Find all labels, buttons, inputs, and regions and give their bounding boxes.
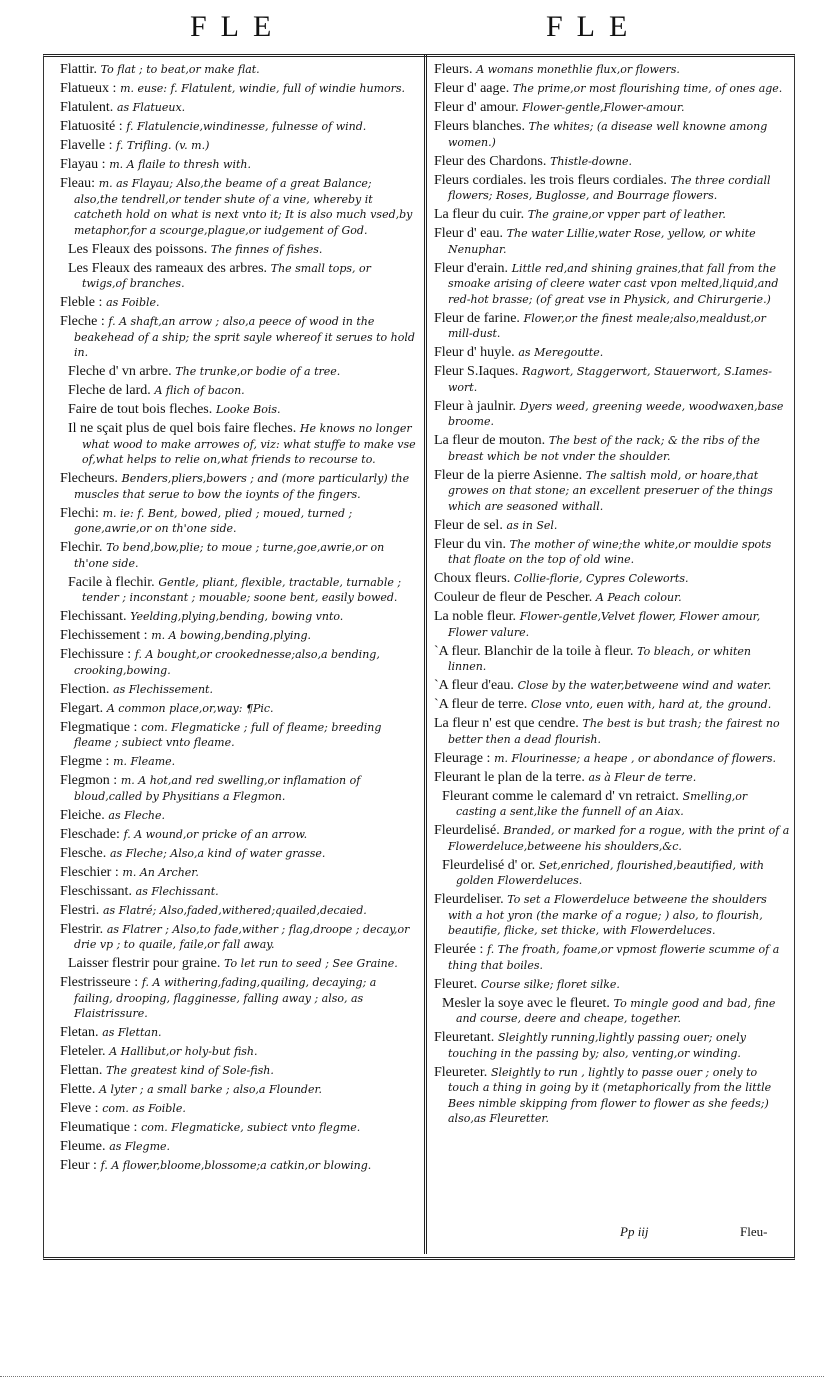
entry-headword: Fleur du vin.	[434, 536, 506, 552]
entry-definition: m. ie: f. Bent, bowed, plied ; moued, turned ; gone,awrie,or on th'one side.	[74, 506, 353, 535]
entry-headword: Mesler la soye avec le fleuret.	[442, 995, 610, 1011]
entry-headword: Flatueux :	[60, 81, 117, 96]
dictionary-entry	[434, 716, 790, 747]
dictionary-entry	[60, 314, 416, 361]
dictionary-entry	[434, 892, 790, 939]
dictionary-entry	[60, 100, 416, 116]
dictionary-entry	[60, 922, 416, 953]
entry-definition: as Flechissement.	[113, 682, 213, 696]
entry-definition: The water Lillie,water Rose, yellow, or white Nenuphar.	[448, 227, 756, 256]
dictionary-entry	[434, 1065, 790, 1127]
dictionary-entry	[434, 942, 790, 973]
dictionary-entry	[60, 364, 416, 380]
entry-definition: as Fleche.	[108, 808, 166, 822]
entry-headword: Laisser flestrir pour graine.	[68, 956, 221, 971]
entry-definition: Sleightly to run , lightly to passe ouer ; onely to touch a thing in going by it (metaphorically from the little Bees nimble skipping from flower to flower as she feeds;) also,as Fleuretter.	[448, 1065, 772, 1125]
dictionary-entry	[60, 1044, 416, 1060]
entry-definition: The graine,or vpper part of leather.	[527, 208, 726, 221]
entry-definition: Little red,and shining graines,that fall from the smoake arising of cleere water cast vpon melted,liquid,and red-hot brasse; (of great vse in Physick, and Chirurgerie.)	[448, 261, 779, 306]
entry-definition: The best of the rack; & the ribs of the breast which be not vnder the shoulder.	[448, 434, 760, 463]
entry-headword: Fleche de lard.	[68, 383, 151, 398]
dictionary-entry	[60, 575, 416, 606]
entry-headword: Flestrir.	[60, 921, 104, 937]
dictionary-entry	[60, 242, 416, 258]
entry-headword: Fleur de farine.	[434, 310, 520, 326]
dictionary-entry	[60, 506, 416, 537]
entry-definition: as Flatueux.	[116, 101, 186, 114]
entry-headword: Flavelle :	[60, 138, 113, 153]
dictionary-entry	[60, 808, 416, 824]
dictionary-entry	[60, 1120, 416, 1136]
dictionary-entry	[434, 100, 790, 116]
right-column	[434, 62, 790, 1130]
entry-headword: Fleur de sel.	[434, 517, 503, 533]
entry-definition: m. A hot,and red swelling,or inflamation of bloud,called by Physitians a Flegmon.	[74, 774, 361, 803]
dictionary-entry	[60, 865, 416, 881]
entry-headword: Fleuretant.	[434, 1030, 495, 1045]
entry-definition: f. A shaft,an arrow ; also,a peece of wood in the beakehead of a ship; the sprit sayle whereof it serues to hold in.	[74, 315, 415, 359]
entry-definition: as Meregoutte.	[518, 346, 604, 359]
dictionary-entry	[434, 697, 790, 713]
entry-definition: A Hallibut,or holy-but fish.	[109, 1045, 258, 1058]
entry-headword: Fleuret.	[434, 976, 478, 992]
entry-headword: Flatulent.	[60, 100, 114, 115]
entry-definition: Smelling,or casting a sent,like the funnell of an Aiax.	[456, 789, 748, 818]
entry-headword: Fletan.	[60, 1025, 99, 1040]
dictionary-entry	[434, 996, 790, 1027]
dictionary-entry	[434, 977, 790, 993]
dictionary-entry	[60, 383, 416, 399]
dictionary-entry	[434, 468, 790, 515]
dictionary-entry	[60, 1158, 416, 1174]
entry-definition: as Flatrer ; Also,to fade,wither ; flag,droope ; decay,or drie vp ; to quaile, faile,or fall away.	[74, 922, 410, 951]
entry-headword: Fleiche.	[60, 807, 105, 823]
left-column	[60, 62, 416, 1177]
entry-definition: Dyers weed, greening weede, woodwaxen,base broome.	[448, 399, 784, 428]
dictionary-entry	[60, 471, 416, 502]
dictionary-entry	[60, 1101, 416, 1117]
dictionary-entry	[60, 846, 416, 862]
entry-headword: La noble fleur.	[434, 609, 517, 624]
dictionary-entry	[60, 975, 416, 1022]
entry-definition: Benders,pliers,bowers ; and (more particularly) the muscles that serue to bow the ioynts of the fingers.	[74, 472, 410, 501]
dictionary-entry	[434, 399, 790, 430]
entry-definition: A Peach colour.	[595, 591, 682, 604]
entry-headword: Fleche :	[60, 314, 105, 329]
dictionary-entry	[434, 823, 790, 854]
entry-headword: Flestri.	[60, 902, 100, 918]
entry-headword: Fleur S.Iaques.	[434, 364, 519, 379]
entry-definition: f. Flatulencie,windinesse, fulnesse of wind.	[126, 120, 367, 133]
entry-headword: Fleve :	[60, 1101, 99, 1116]
entry-headword: Les Fleaux des poissons.	[68, 241, 208, 257]
entry-definition: A womans monethlie flux,or flowers.	[476, 63, 680, 76]
entry-headword: `A fleur d'eau.	[434, 678, 514, 693]
entry-headword: Fleume.	[60, 1139, 106, 1154]
entry-headword: Flesche.	[60, 845, 107, 861]
entry-definition: f. A bought,or crookednesse;also,a bending, crooking,bowing.	[74, 648, 380, 677]
dictionary-entry	[434, 364, 790, 395]
entry-definition: com. as Foible.	[102, 1102, 186, 1115]
entry-definition: as in Sel.	[506, 518, 558, 532]
entry-definition: m. A bowing,bending,plying.	[151, 629, 312, 642]
dictionary-entry	[60, 956, 416, 972]
dictionary-entry	[434, 751, 790, 767]
entry-definition: To flat ; to beat,or make flat.	[100, 63, 260, 76]
signature-mark: Pp iij	[620, 1224, 649, 1239]
dictionary-entry	[60, 720, 416, 751]
entry-definition: f. A flower,bloome,blossome;a catkin,or blowing.	[100, 1159, 372, 1172]
dictionary-entry	[60, 138, 416, 154]
dictionary-entry	[434, 81, 790, 97]
entry-definition: Yeelding,plying,bending, bowing vnto.	[130, 610, 344, 623]
entry-headword: Flegart.	[60, 700, 104, 716]
entry-definition: The greatest kind of Sole-fish.	[106, 1064, 274, 1077]
entry-definition: f. The froath, foame,or vpmost flowerie scumme of a thing that boiles.	[448, 943, 780, 972]
entry-headword: Faire de tout bois fleches.	[68, 402, 213, 417]
entry-headword: Fleur d' huyle.	[434, 345, 515, 360]
entry-definition: as Foible.	[106, 296, 160, 309]
dictionary-entry	[60, 1063, 416, 1079]
dictionary-entry	[434, 261, 790, 308]
entry-definition: com. Flegmaticke, subiect vnto flegme.	[141, 1121, 361, 1134]
entry-definition: Gentle, pliant, flexible, tractable, turnable ; tender ; inconstant ; mouable; soone bent, easily bowed.	[82, 575, 402, 604]
entry-definition: m. as Flayau; Also,the beame of a great Balance; also,the tendrell,or tender shute of a vine, whereby it catcheth hold on what is next vnto it; It is also much vsed,by metaphor,for a scourge,plague,or iudgement of God.	[74, 177, 413, 237]
entry-definition: as Flettan.	[102, 1026, 162, 1039]
dictionary-entry	[60, 81, 416, 97]
dictionary-entry	[60, 1139, 416, 1155]
dictionary-entry	[60, 773, 416, 804]
dictionary-entry	[60, 609, 416, 625]
entry-definition: Thistle-downe.	[550, 154, 632, 168]
entry-headword: Flattir.	[60, 62, 97, 77]
entry-definition: as à Fleur de terre.	[588, 770, 697, 784]
entry-definition: as Flegme.	[109, 1140, 171, 1153]
dictionary-entry	[60, 903, 416, 919]
entry-definition: A common place,or,way: ¶Pic.	[106, 701, 274, 715]
entry-headword: `A fleur. Blanchir de la toile à fleur.	[434, 643, 634, 659]
dictionary-entry	[60, 884, 416, 900]
entry-headword: Flechir.	[60, 540, 103, 555]
entry-headword: Flettan.	[60, 1063, 103, 1078]
catchword: Fleu-	[740, 1224, 768, 1239]
entry-definition: m. An Archer.	[122, 865, 199, 879]
entry-definition: m. Flourinesse; a heape , or abondance of flowers.	[494, 751, 776, 765]
entry-definition: com. Flegmaticke ; full of fleame; breeding fleame ; subiect vnto fleame.	[74, 720, 382, 749]
entry-headword: Fleurs cordiales. les trois fleurs cordiales.	[434, 172, 667, 188]
dictionary-entry	[434, 433, 790, 464]
dictionary-entry	[60, 402, 416, 418]
entry-headword: Fleau:	[60, 176, 95, 191]
dictionary-entry	[60, 62, 416, 78]
entry-headword: Fleur d' aage.	[434, 81, 510, 96]
entry-headword: Fleurage :	[434, 750, 491, 766]
entry-headword: Fleur d'erain.	[434, 260, 509, 276]
entry-headword: Fleur d' eau.	[434, 226, 504, 241]
entry-headword: Facile à flechir.	[68, 574, 155, 590]
entry-definition: The best is but trash; the fairest no better then a dead flourish.	[448, 717, 780, 746]
dictionary-entry	[60, 176, 416, 238]
entry-headword: Fleurant comme le calemard d' vn retraict.	[442, 788, 679, 804]
entry-headword: Choux fleurs.	[434, 571, 511, 586]
entry-headword: Flechissure :	[60, 647, 132, 662]
entry-headword: Fleurée :	[434, 942, 484, 957]
dictionary-entry	[434, 345, 790, 361]
entry-headword: Flection.	[60, 681, 110, 697]
dictionary-entry	[60, 261, 416, 292]
entry-headword: Flegme :	[60, 754, 110, 769]
entry-definition: He knows no longer what wood to make arrowes of, viz: what stuffe to make vse of,what helps to relie on,what friends to recourse to.	[82, 422, 416, 466]
entry-headword: Flatuosité :	[60, 119, 123, 134]
entry-headword: Flegmatique :	[60, 719, 138, 735]
dictionary-entry	[434, 644, 790, 675]
entry-headword: Fleurdelisé d' or.	[442, 857, 536, 873]
dictionary-entry	[434, 173, 790, 204]
entry-definition: Sleightly running,lightly passing ouer; onely touching in the passing by; also, venting,or winding.	[448, 1031, 746, 1060]
dictionary-entry	[434, 518, 790, 534]
entry-definition: m. A flaile to thresh with.	[109, 158, 251, 171]
entry-definition: f. A withering,fading,quailing, decaying; a failing, drooping, flagginesse, falling away ; also, as Flaistrissure.	[74, 976, 377, 1020]
entry-headword: Fleumatique :	[60, 1120, 138, 1135]
entry-headword: Flegmon :	[60, 773, 118, 788]
entry-headword: `A fleur de terre.	[434, 697, 528, 712]
dictionary-entry	[434, 590, 790, 606]
dictionary-entry	[60, 628, 416, 644]
entry-headword: Fleur de la pierre Asienne.	[434, 467, 583, 483]
dictionary-entry	[60, 647, 416, 678]
entry-headword: Flestrisseure :	[60, 975, 139, 990]
dictionary-entry	[434, 789, 790, 820]
entry-headword: Fleble :	[60, 295, 103, 310]
entry-definition: as Flatré; Also,faded,withered;quailed,decaied.	[102, 903, 367, 917]
entry-definition: The trunke,or bodie of a tree.	[175, 365, 341, 378]
entry-headword: Il ne sçait plus de quel bois faire fleches.	[68, 421, 297, 436]
entry-headword: Fleche d' vn arbre.	[68, 364, 172, 379]
dictionary-entry	[434, 154, 790, 170]
entry-definition: Close vnto, euen with, hard at, the ground.	[530, 698, 772, 711]
entry-definition: A flich of bacon.	[154, 384, 245, 397]
entry-definition: f. A wound,or pricke of an arrow.	[123, 827, 308, 841]
dictionary-entry	[60, 540, 416, 571]
entry-definition: Looke Bois.	[215, 403, 281, 416]
dictionary-entry	[434, 226, 790, 257]
entry-headword: Fleurs.	[434, 62, 473, 77]
entry-definition: To bleach, or whiten linnen.	[448, 644, 752, 673]
entry-headword: Fleur :	[60, 1158, 97, 1173]
dictionary-entry	[60, 754, 416, 770]
dictionary-entry	[434, 62, 790, 78]
dictionary-entry	[434, 678, 790, 694]
entry-headword: La fleur de mouton.	[434, 433, 546, 448]
entry-definition: The three cordiall flowers; Roses, Buglosse, and Bourrage flowers.	[448, 173, 771, 202]
dictionary-entry	[434, 119, 790, 150]
entry-definition: as Flechissant.	[135, 884, 219, 898]
entry-headword: Flecheurs.	[60, 471, 118, 486]
dictionary-entry	[60, 295, 416, 311]
entry-definition: Course silke; floret silke.	[480, 977, 620, 991]
entry-headword: Fleurs blanches.	[434, 119, 525, 134]
entry-headword: Fleurdeliser.	[434, 892, 504, 907]
entry-definition: Close by the water,betweene wind and water.	[517, 679, 772, 692]
entry-definition: The saltish mold, or hoare,that growes on that stone; an excellent preseruer of the things which are seasoned withall.	[448, 468, 773, 513]
dictionary-entry	[60, 421, 416, 468]
entry-definition: m. euse: f. Flatulent, windie, full of windie humors.	[120, 82, 406, 95]
dictionary-entry	[434, 207, 790, 223]
dictionary-entry	[434, 770, 790, 786]
entry-definition: Flower-gentle,Velvet flower, Flower amour, Flower valure.	[448, 610, 761, 639]
entry-definition: f. Trifling. (v. m.)	[116, 139, 210, 152]
entry-headword: La fleur n' est que cendre.	[434, 716, 579, 731]
entry-headword: Fleschier :	[60, 864, 119, 880]
entry-headword: Flechissant.	[60, 609, 127, 624]
entry-definition: Branded, or marked for a rogue, with the print of a Flowerdeluce,betweene his shoulders,&c.	[448, 824, 790, 853]
entry-headword: Fleur d' amour.	[434, 100, 519, 115]
entry-headword: Fleureter.	[434, 1064, 488, 1080]
entry-definition: Ragwort, Staggerwort, Stauerwort, S.Iames-wort.	[448, 365, 772, 394]
dictionary-entry	[434, 311, 790, 342]
entry-headword: Fleschade:	[60, 826, 120, 842]
scan-edge-rule	[0, 1376, 824, 1377]
entry-definition: m. Fleame.	[113, 755, 176, 768]
entry-headword: La fleur du cuir.	[434, 207, 525, 222]
dictionary-entry	[434, 537, 790, 568]
entry-headword: Fleteler.	[60, 1044, 106, 1059]
entry-definition: The prime,or most flourishing time, of ones age.	[512, 82, 783, 95]
entry-definition: Set,enriched, flourished,beautified, with golden Flowerdeluces.	[456, 858, 764, 887]
entry-definition: Flower-gentle,Flower-amour.	[522, 101, 685, 114]
dictionary-entry	[60, 701, 416, 717]
entry-definition: A lyter ; a small barke ; also,a Flounder.	[99, 1083, 323, 1096]
entry-definition: To let run to seed ; See Graine.	[224, 957, 398, 970]
entry-headword: Fleurant le plan de la terre.	[434, 769, 585, 785]
entry-definition: The small tops, or twigs,of branches.	[82, 261, 371, 290]
entry-headword: Fleur à jaulnir.	[434, 398, 517, 414]
dictionary-entry	[60, 827, 416, 843]
entry-headword: Flechi:	[60, 505, 99, 521]
entry-headword: Fleur des Chardons.	[434, 153, 547, 169]
dictionary-entry	[60, 682, 416, 698]
entry-definition: Collie-florie, Cypres Coleworts.	[513, 572, 689, 585]
entry-definition: The finnes of fishes.	[210, 242, 323, 256]
dictionary-entry	[60, 1025, 416, 1041]
running-head-right: FLE	[546, 10, 642, 43]
dictionary-entry	[434, 609, 790, 640]
entry-headword: Fleurdelisé.	[434, 823, 500, 838]
entry-definition: To bend,bow,plie; to moue ; turne,goe,awrie,or on th'one side.	[74, 541, 385, 570]
running-head-left: FLE	[190, 10, 286, 43]
entry-headword: Couleur de fleur de Pescher.	[434, 590, 593, 605]
dictionary-entry	[60, 157, 416, 173]
entry-definition: as Fleche; Also,a kind of water grasse.	[109, 846, 326, 860]
entry-definition: To mingle good and bad, fine and course, deere and cheape, together.	[456, 996, 776, 1025]
dictionary-entry	[434, 571, 790, 587]
dictionary-entry	[434, 858, 790, 889]
entry-definition: The mother of wine;the white,or mouldie spots that floate on the top of old wine.	[448, 537, 772, 566]
entry-definition: To set a Flowerdeluce betweene the shoulders with a hot yron (the marke of a rogue; ) also, to flourish, beautifie, flicke, set thicke, with Flowerdeluces.	[448, 893, 767, 937]
entry-headword: Flayau :	[60, 157, 106, 172]
dictionary-entry	[60, 119, 416, 135]
dictionary-entry	[60, 1082, 416, 1098]
dictionary-entry	[434, 1030, 790, 1061]
entry-definition: The whites; (a disease well knowne among women.)	[448, 120, 768, 149]
entry-headword: Les Fleaux des rameaux des arbres.	[68, 260, 268, 276]
entry-headword: Flette.	[60, 1082, 96, 1097]
entry-headword: Fleschissant.	[60, 883, 132, 899]
entry-headword: Flechissement :	[60, 628, 148, 643]
entry-definition: Flower,or the finest meale;also,mealdust,or mill-dust.	[448, 311, 766, 340]
column-divider	[424, 54, 427, 1254]
